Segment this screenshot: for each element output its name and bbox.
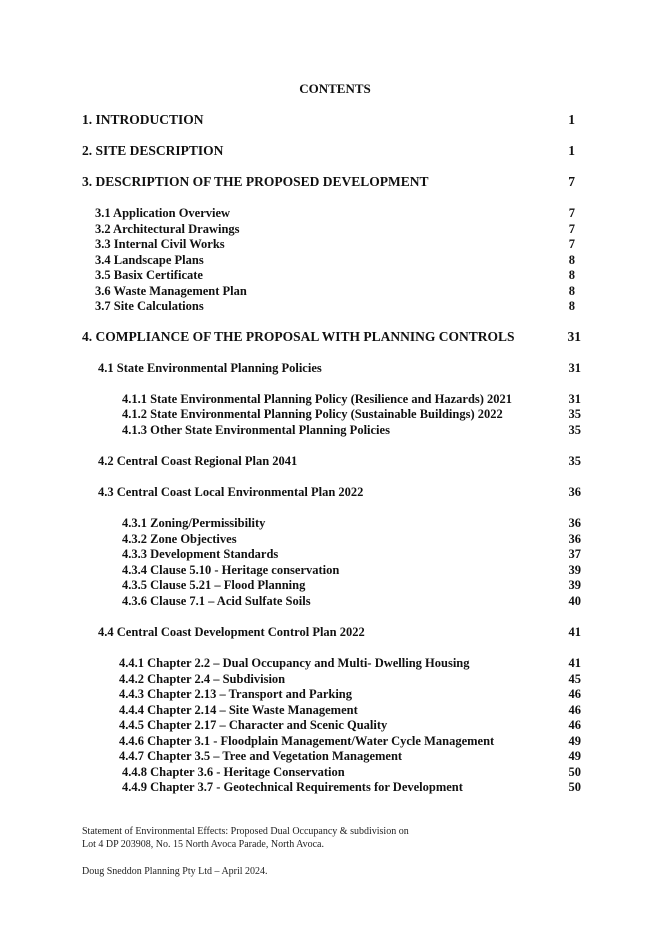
- toc-label: 4.4.2 Chapter 2.4 – Subdivision: [119, 672, 286, 686]
- toc-entry[interactable]: [95, 298, 575, 314]
- toc-page: 8: [568, 268, 575, 282]
- toc-entry[interactable]: [122, 779, 581, 795]
- toc-page: 35: [568, 454, 581, 468]
- toc-page: 50: [568, 765, 581, 779]
- toc-label: 3.1 Application Overview: [95, 206, 231, 220]
- toc-label: 4.3.4 Clause 5.10 - Heritage conservation: [122, 563, 340, 577]
- toc-page: 46: [568, 718, 581, 732]
- toc-page: 46: [568, 703, 581, 717]
- toc-page: 7: [568, 222, 575, 236]
- toc-label: 4.4.9 Chapter 3.7 - Geotechnical Requirements for Development: [122, 780, 463, 794]
- toc-label: 4. COMPLIANCE OF THE PROPOSAL WITH PLANNING CONTROLS: [82, 329, 515, 344]
- toc-page: 36: [568, 532, 581, 546]
- toc-entry[interactable]: [98, 624, 581, 640]
- toc-label: 4.4.8 Chapter 3.6 - Heritage Conservation: [122, 765, 345, 779]
- toc-label: 3. DESCRIPTION OF THE PROPOSED DEVELOPMENT: [82, 174, 429, 189]
- toc-page: 8: [568, 299, 575, 313]
- toc-entry[interactable]: [122, 577, 581, 593]
- toc-page: 8: [568, 284, 575, 298]
- toc-page: 40: [568, 594, 581, 608]
- toc-page: 46: [568, 687, 581, 701]
- toc-entry[interactable]: [119, 748, 581, 764]
- toc-entry[interactable]: [95, 236, 575, 252]
- toc-entry[interactable]: [122, 531, 581, 547]
- toc-entry[interactable]: [95, 252, 575, 268]
- toc-label: 4.1.1 State Environmental Planning Policy (Resilience and Hazards) 2021: [122, 392, 513, 406]
- toc-label: 4.2 Central Coast Regional Plan 2041: [98, 454, 298, 468]
- toc-entry[interactable]: [122, 406, 581, 422]
- toc-label: 3.5 Basix Certificate: [95, 268, 203, 282]
- toc-page: 49: [568, 734, 581, 748]
- toc-entry[interactable]: [119, 733, 581, 749]
- toc-page: 31: [568, 361, 581, 375]
- toc-entry[interactable]: [122, 546, 581, 562]
- toc-page: 7: [568, 174, 575, 189]
- toc-entry[interactable]: [82, 112, 575, 128]
- toc-entry[interactable]: [95, 283, 575, 299]
- toc-page: 35: [568, 423, 581, 437]
- toc-page: 31: [567, 329, 581, 344]
- toc-page: 41: [568, 625, 581, 639]
- toc-label: 3.2 Architectural Drawings: [95, 222, 240, 236]
- toc-page: 31: [568, 392, 581, 406]
- toc-page: 1: [568, 112, 575, 127]
- toc-label: 4.1.2 State Environmental Planning Policy (Sustainable Buildings) 2022: [122, 407, 503, 421]
- toc-label: 4.4.6 Chapter 3.1 - Floodplain Management/Water Cycle Management: [119, 734, 495, 748]
- footer-document-info: [82, 825, 409, 851]
- toc-entry[interactable]: [119, 671, 581, 687]
- toc-label: 3.6 Waste Management Plan: [95, 284, 247, 298]
- toc-label: 4.3 Central Coast Local Environmental Plan 2022: [98, 485, 364, 499]
- toc-entry[interactable]: [82, 174, 575, 190]
- toc-entry[interactable]: [119, 655, 581, 671]
- toc-label: 4.3.2 Zone Objectives: [122, 532, 237, 546]
- footer-line: Statement of Environmental Effects: Proposed Dual Occupancy & subdivision on: [82, 826, 409, 837]
- toc-entry[interactable]: [98, 453, 581, 469]
- toc-entry[interactable]: [122, 562, 581, 578]
- toc-label: 4.4.5 Chapter 2.17 – Character and Scenic Quality: [119, 718, 388, 732]
- toc-page: 37: [568, 547, 581, 561]
- toc-entry[interactable]: [119, 717, 581, 733]
- toc-label: 4.4.3 Chapter 2.13 – Transport and Parking: [119, 687, 353, 701]
- toc-page: 7: [568, 206, 575, 220]
- toc-page: 36: [568, 485, 581, 499]
- toc-page: 36: [568, 516, 581, 530]
- toc-label: 4.1 State Environmental Planning Policies: [98, 361, 322, 375]
- toc-entry[interactable]: [122, 764, 581, 780]
- toc-entry[interactable]: [98, 484, 581, 500]
- toc-label: 4.4 Central Coast Development Control Plan 2022: [98, 625, 365, 639]
- toc-page: 49: [568, 749, 581, 763]
- footer-author: Doug Sneddon Planning Pty Ltd – April 2024.: [82, 866, 268, 877]
- toc-label: 4.4.4 Chapter 2.14 – Site Waste Management: [119, 703, 358, 717]
- toc-entry[interactable]: [82, 329, 581, 345]
- footer-line: Lot 4 DP 203908, No. 15 North Avoca Parade, North Avoca.: [82, 839, 324, 850]
- toc-entry[interactable]: [95, 205, 575, 221]
- toc-label: 4.3.6 Clause 7.1 – Acid Sulfate Soils: [122, 594, 311, 608]
- toc-page: 41: [568, 656, 581, 670]
- toc-entry[interactable]: [95, 267, 575, 283]
- toc-entry[interactable]: [122, 422, 581, 438]
- toc-label: 4.3.5 Clause 5.21 – Flood Planning: [122, 578, 306, 592]
- toc-label: 4.1.3 Other State Environmental Planning Policies: [122, 423, 390, 437]
- toc-page: 8: [568, 253, 575, 267]
- toc-label: 3.7 Site Calculations: [95, 299, 204, 313]
- toc-entry[interactable]: [122, 391, 581, 407]
- toc-label: 1. INTRODUCTION: [82, 112, 204, 127]
- toc-label: 3.4 Landscape Plans: [95, 253, 204, 267]
- toc-entry[interactable]: [122, 515, 581, 531]
- toc-label: 4.4.1 Chapter 2.2 – Dual Occupancy and Multi- Dwelling Housing: [119, 656, 470, 670]
- toc-label: 3.3 Internal Civil Works: [95, 237, 225, 251]
- toc-entry[interactable]: [98, 360, 581, 376]
- toc-entry[interactable]: [82, 143, 575, 159]
- toc-label: 4.3.1 Zoning/Permissibility: [122, 516, 266, 530]
- toc-page: 39: [568, 563, 581, 577]
- toc-page: 50: [568, 780, 581, 794]
- page-title: CONTENTS: [299, 81, 371, 96]
- toc-label: 4.3.3 Development Standards: [122, 547, 279, 561]
- toc-entry[interactable]: [119, 686, 581, 702]
- toc-page: 1: [568, 143, 575, 158]
- toc-entry[interactable]: [122, 593, 581, 609]
- toc-page: 7: [568, 237, 575, 251]
- toc-entry[interactable]: [119, 702, 581, 718]
- toc-page: 39: [568, 578, 581, 592]
- toc-label: 4.4.7 Chapter 3.5 – Tree and Vegetation Management: [119, 749, 403, 763]
- toc-entry[interactable]: [95, 221, 575, 237]
- toc-page: 35: [568, 407, 581, 421]
- toc-label: 2. SITE DESCRIPTION: [82, 143, 224, 158]
- toc-page: 45: [568, 672, 581, 686]
